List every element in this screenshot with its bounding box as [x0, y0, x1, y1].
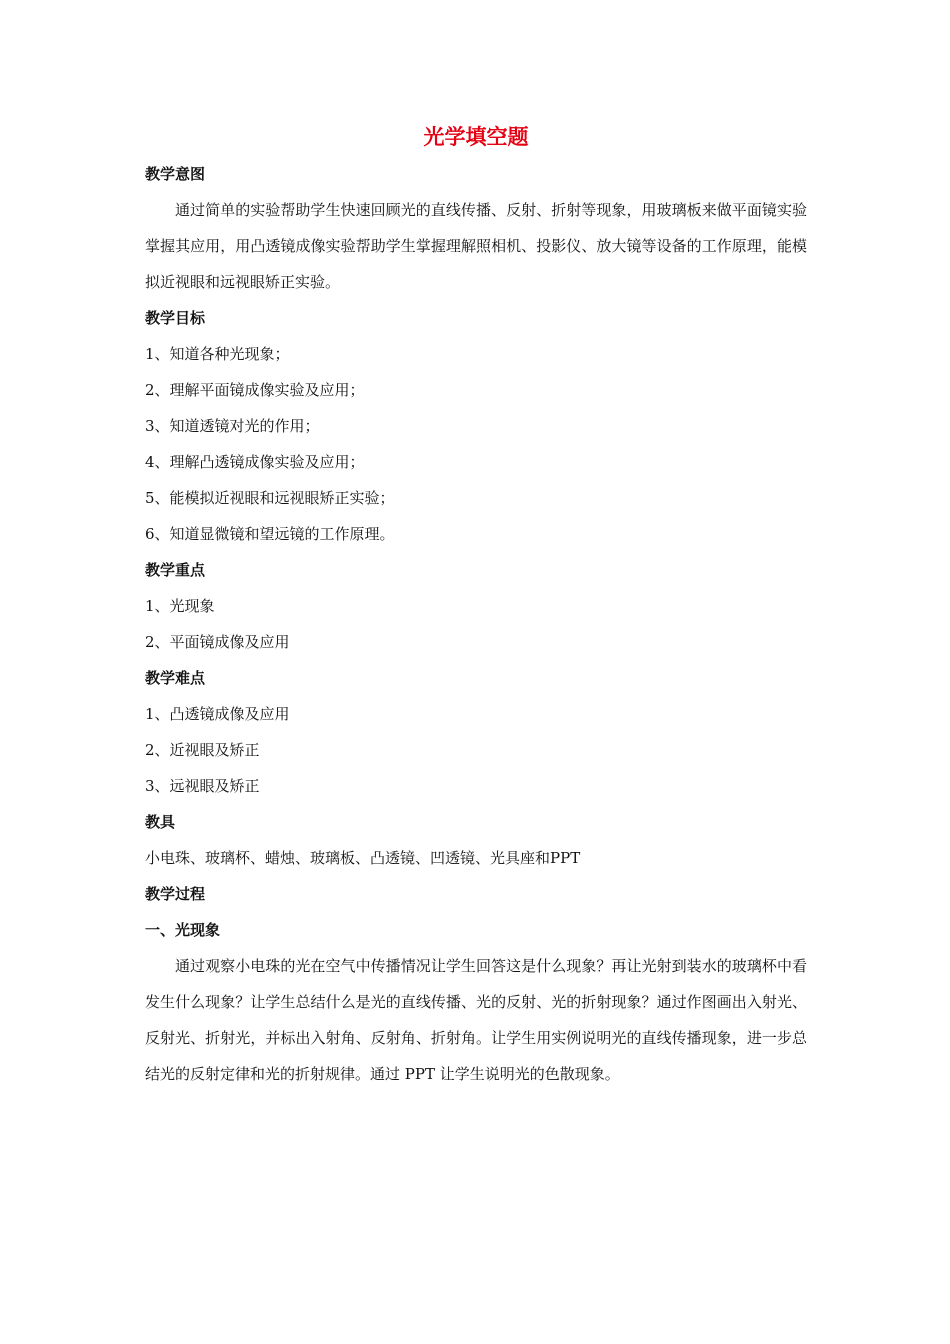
goal-item: 1、知道各种光现象； — [145, 345, 290, 363]
process-heading: 教学过程 — [145, 885, 206, 903]
process-paragraph: 通过观察小电珠的光在空气中传播情况让学生回答这是什么现象？再让光射到装水的玻璃杯中看发生什么现象？让学生总结什么是光的直线传播、光的反射、光的折射现象？通过作图画出入射光、反射光、折射光，并标出入射角、反射角、折射角。让学生用实例说明光的直线传播现象，进一步总结光的反射定律和光的折射规律。通过 PPT 让学生说明光的色散现象。 — [145, 957, 807, 1083]
intent-heading: 教学意图 — [145, 165, 206, 183]
goals-heading: 教学目标 — [145, 309, 206, 327]
goal-item: 3、知道透镜对光的作用； — [145, 417, 320, 435]
intent-paragraph: 通过简单的实验帮助学生快速回顾光的直线传播、反射、折射等现象，用玻璃板来做平面镜实验掌握其应用，用凸透镜成像实验帮助学生掌握理解照相机、投影仪、放大镜等设备的工作原理，能模拟近视眼和远视眼矫正实验。 — [145, 201, 807, 291]
goal-item: 5、能模拟近视眼和远视眼矫正实验； — [145, 489, 395, 507]
page-title: 光学填空题 — [423, 125, 529, 149]
tools-list: 小电珠、玻璃杯、蜡烛、玻璃板、凸透镜、凹透镜、光具座和PPT — [145, 849, 581, 867]
document-content — [145, 122, 807, 1092]
process-subheading: 一、光现象 — [145, 921, 221, 939]
goal-item: 2、理解平面镜成像实验及应用； — [145, 381, 365, 399]
goal-item: 4、理解凸透镜成像实验及应用； — [145, 453, 365, 471]
difficulty-item: 1、凸透镜成像及应用 — [145, 705, 290, 723]
difficulty-item: 2、近视眼及矫正 — [145, 741, 260, 759]
difficulty-item: 3、远视眼及矫正 — [145, 777, 260, 795]
difficulties-heading: 教学难点 — [145, 669, 206, 687]
key-points-heading: 教学重点 — [145, 561, 206, 579]
tools-heading: 教具 — [145, 813, 176, 831]
key-point-item: 1、光现象 — [145, 597, 215, 615]
key-point-item: 2、平面镜成像及应用 — [145, 633, 290, 651]
goal-item: 6、知道显微镜和望远镜的工作原理。 — [145, 525, 395, 543]
